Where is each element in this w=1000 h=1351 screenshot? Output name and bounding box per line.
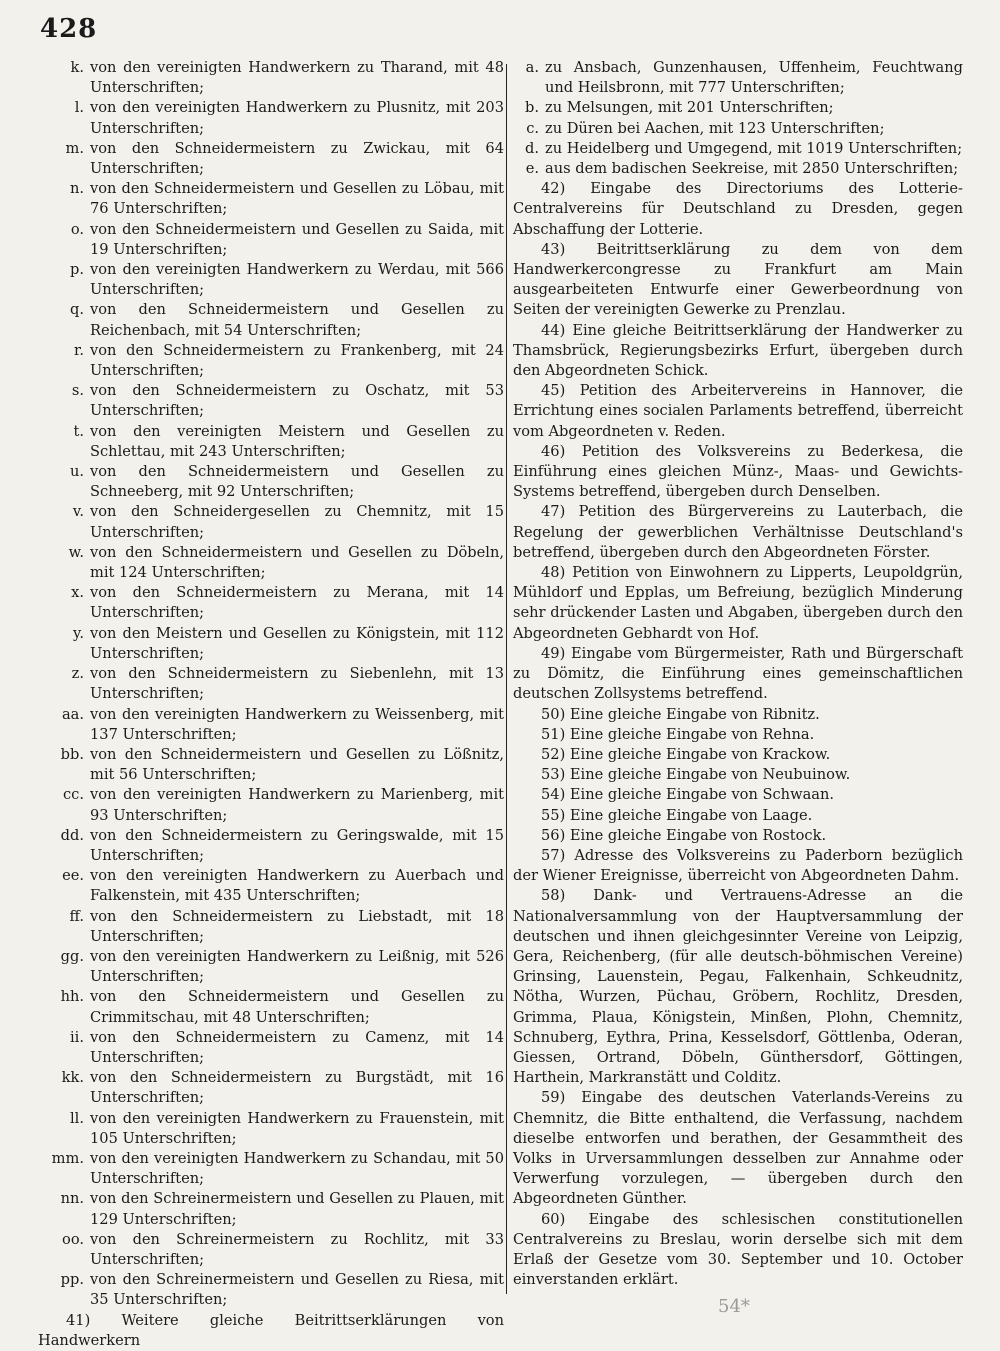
list-item-label: a.	[525, 59, 539, 76]
list-item	[38, 1230, 504, 1270]
numbered-paragraph: 49) Eingabe vom Bürgermeister, Rath und Bürgerschaft zu Dömitz, die Einführung eines gemeinschaftlichen deutschen Zollsystems betreffend.	[513, 644, 963, 703]
list-item-label: p.	[70, 261, 84, 279]
list-item-label: r.	[73, 341, 84, 359]
list-item-text: von den Schneidergesellen zu Chemnitz, mit 15 Unterschriften;	[90, 503, 504, 541]
list-item-text: von den Schreinermeistern zu Rochlitz, mit 33 Unterschriften;	[90, 1230, 504, 1268]
list-item-text: von den Schneidermeistern zu Liebstadt, mit 18 Unterschriften;	[90, 907, 504, 945]
list-item	[38, 98, 504, 138]
list-item-label: nn.	[60, 1190, 84, 1208]
list-item-text: von den Schneidermeistern zu Frankenberg, mit 24 Unterschriften;	[90, 341, 504, 380]
list-item	[38, 462, 504, 502]
list-item-label: pp.	[60, 1271, 84, 1289]
list-item-text: zu Melsungen, mit 201 Unterschriften;	[545, 99, 834, 117]
numbered-paragraph: 53) Eine gleiche Eingabe von Neubuinow.	[541, 766, 851, 784]
list-item-text: von den Meistern und Gesellen zu Königstein, mit 112 Unterschriften;	[90, 624, 504, 662]
list-item	[38, 139, 504, 179]
list-item-text: von den vereinigten Handwerkern zu Leißnig, mit 526 Unterschriften;	[90, 947, 504, 986]
numbered-paragraph: 43) Beitrittserklärung zu dem von dem Handwerkercongresse zu Frankfurt am Main ausgearbeiteten Entwurfe einer Gewerbeordnung von Seiten der vereinigten Gewerke zu Prenzlau.	[513, 240, 963, 319]
footer-signature-mark: 54*	[718, 1296, 750, 1317]
list-item-label: l.	[74, 99, 84, 117]
list-item	[38, 381, 504, 421]
list-item-text: von den Schneidermeistern und Gesellen zu Crimmitschau, mit 48 Unterschriften;	[90, 988, 504, 1026]
list-item-text: von den Schneidermeistern zu Camenz, mit 14 Unterschriften;	[90, 1028, 504, 1066]
list-item-label: v.	[72, 503, 84, 521]
list-item-label: y.	[73, 624, 84, 642]
list-item-label: n.	[69, 180, 84, 198]
list-item	[38, 1068, 504, 1108]
list-item-text: von den Schneidermeistern und Gesellen zu Lößnitz, mit 56 Unterschriften;	[90, 745, 504, 784]
list-item-label: cc.	[63, 786, 84, 804]
list-item	[513, 98, 963, 118]
list-item-text: von den vereinigten Handwerkern zu Schandau, mit 50 Unterschriften;	[90, 1149, 504, 1188]
list-item-label: q.	[70, 301, 84, 319]
list-item-label: oo.	[62, 1230, 84, 1248]
list-item	[38, 1149, 504, 1189]
list-item-label: ll.	[70, 1109, 84, 1127]
numbered-paragraph: 54) Eine gleiche Eingabe von Schwaan.	[541, 786, 835, 804]
list-item	[38, 785, 504, 825]
list-item	[38, 502, 504, 542]
list-item	[38, 1270, 504, 1310]
list-item	[38, 583, 504, 623]
list-item	[38, 58, 504, 98]
numbered-paragraph: 48) Petition von Einwohnern zu Lipperts, Leupoldgrün, Mühldorf und Epplas, um Befreiung, bezüglich Minderung sehr drückender Lasten und Abgaben, übergeben durch den Abgeordneten Gebhardt von Hof.	[513, 564, 963, 642]
numbered-paragraph: 51) Eine gleiche Eingabe von Rehna.	[541, 725, 815, 743]
list-item-text: von den vereinigten Handwerkern zu Plusnitz, mit 203 Unterschriften;	[90, 99, 504, 137]
list-item-text: zu Heidelberg und Umgegend, mit 1019 Unterschriften;	[545, 139, 963, 157]
list-item	[38, 300, 504, 340]
list-item	[38, 866, 504, 906]
list-item-text: von den vereinigten Meistern und Gesellen zu Schlettau, mit 243 Unterschriften;	[90, 422, 504, 460]
list-item	[38, 543, 504, 583]
list-item-label: o.	[70, 220, 84, 238]
list-item	[38, 705, 504, 745]
list-item	[38, 220, 504, 260]
list-item	[513, 119, 963, 139]
list-item-text: von den vereinigten Handwerkern zu Werdau, mit 566 Unterschriften;	[90, 261, 504, 299]
list-item-text: von den Schneidermeistern und Gesellen zu Löbau, mit 76 Unterschriften;	[90, 180, 504, 218]
list-item-label: w.	[68, 543, 84, 561]
list-item-label: ee.	[62, 867, 84, 885]
list-item	[38, 1028, 504, 1068]
numbered-paragraph: 44) Eine gleiche Beitrittserklärung der Handwerker zu Thamsbrück, Regierungsbezirks Erfurt, übergeben durch den Abgeordneten Schick.	[513, 321, 963, 380]
list-item-label: b.	[525, 99, 539, 117]
list-item-label: aa.	[61, 705, 84, 723]
numbered-paragraph: 56) Eine gleiche Eingabe von Rostock.	[541, 826, 827, 844]
list-item-text: von den Schneidermeistern und Gesellen zu Schneeberg, mit 92 Unterschriften;	[90, 463, 504, 501]
list-item-text: von den vereinigten Handwerkern zu Marienberg, mit 93 Unterschriften;	[90, 786, 504, 824]
right-column	[513, 58, 963, 1290]
list-item-text: von den Schneidermeistern und Gesellen zu Reichenbach, mit 54 Unterschriften;	[90, 301, 504, 339]
list-item-label: kk.	[61, 1069, 84, 1087]
list-item-label: z.	[71, 665, 84, 683]
list-item-text: von den vereinigten Handwerkern zu Frauenstein, mit 105 Unterschriften;	[90, 1109, 504, 1147]
list-item-text: von den Schneidermeistern zu Merana, mit 14 Unterschriften;	[90, 584, 504, 622]
list-item-label: c.	[526, 119, 539, 137]
left-column	[38, 58, 504, 1351]
list-item-label: gg.	[60, 947, 84, 965]
list-item-label: s.	[71, 382, 84, 400]
list-item-label: ii.	[70, 1028, 84, 1046]
list-item-label: x.	[71, 584, 84, 602]
list-item	[38, 1189, 504, 1229]
list-item-label: k.	[70, 59, 84, 76]
list-item-text: von den Schneidermeistern zu Geringswalde, mit 15 Unterschriften;	[90, 826, 504, 864]
list-item-label: bb.	[60, 745, 84, 763]
numbered-paragraph: 46) Petition des Volksvereins zu Bederkesa, die Einführung eines gleichen Münz-, Maas- und Gewichts-Systems betreffend, übergeben durch Denselben.	[513, 442, 963, 501]
list-item-text: von den Schneidermeistern und Gesellen zu Saida, mit 19 Unterschriften;	[90, 220, 504, 258]
list-item	[38, 179, 504, 219]
list-item	[38, 422, 504, 462]
list-item-label: u.	[69, 463, 84, 481]
numbered-paragraph: 55) Eine gleiche Eingabe von Laage.	[541, 806, 813, 824]
list-item	[38, 947, 504, 987]
page-number: 428	[40, 14, 98, 44]
list-item-label: m.	[65, 139, 84, 157]
list-item-text: aus dem badischen Seekreise, mit 2850 Unterschriften;	[545, 160, 959, 178]
list-item-label: t.	[73, 422, 84, 440]
numbered-paragraph: 45) Petition des Arbeitervereins in Hannover, die Errichtung eines socialen Parlaments betreffend, überreicht vom Abgeordneten v. Reden.	[513, 382, 963, 440]
list-item-text: von den vereinigten Handwerkern zu Auerbach und Falkenstein, mit 435 Unterschriften;	[90, 867, 504, 905]
list-item-label: mm.	[51, 1149, 84, 1167]
list-item-label: e.	[525, 160, 539, 178]
list-item-text: von den vereinigten Handwerkern zu Weissenberg, mit 137 Unterschriften;	[90, 705, 504, 743]
numbered-paragraph: 50) Eine gleiche Eingabe von Ribnitz.	[541, 705, 820, 723]
list-item-text: von den Schneidermeistern und Gesellen zu Döbeln, mit 124 Unterschriften;	[90, 543, 504, 582]
numbered-paragraph: 47) Petition des Bürgervereins zu Lauterbach, die Regelung der gewerblichen Verhältnisse Deutschland's betreffend, übergeben durch den Abgeordneten Förster.	[513, 503, 963, 561]
list-item	[38, 745, 504, 785]
paragraph-41: 41) Weitere gleiche Beitrittserklärungen von Handwerkern	[38, 1311, 504, 1349]
list-item-text: von den Schneidermeistern zu Oschatz, mit 53 Unterschriften;	[90, 382, 504, 420]
list-item	[513, 159, 963, 179]
list-item-text: von den Schneidermeistern zu Zwickau, mit 64 Unterschriften;	[90, 139, 504, 178]
list-item	[513, 139, 963, 159]
list-item-text: von den Schreinermeistern und Gesellen zu Plauen, mit 129 Unterschriften;	[90, 1190, 504, 1228]
list-item-text: von den Schreinermeistern und Gesellen zu Riesa, mit 35 Unterschriften;	[90, 1271, 504, 1309]
list-item-text: zu Düren bei Aachen, mit 123 Unterschriften;	[545, 119, 885, 137]
list-item	[38, 341, 504, 381]
column-divider	[506, 64, 507, 1294]
list-item	[38, 664, 504, 704]
list-item	[38, 624, 504, 664]
list-item	[38, 260, 504, 300]
list-item-text: von den vereinigten Handwerkern zu Tharand, mit 48 Unterschriften;	[90, 59, 504, 97]
list-item-text: von den Schneidermeistern zu Siebenlehn, mit 13 Unterschriften;	[90, 665, 504, 703]
numbered-paragraph: 52) Eine gleiche Eingabe von Krackow.	[541, 745, 831, 763]
numbered-paragraph: 57) Adresse des Volksvereins zu Paderborn bezüglich der Wiener Ereignisse, überreicht von Abgeordneten Dahm.	[513, 846, 963, 885]
numbered-paragraph: 60) Eingabe des schlesischen constitutionellen Centralvereins zu Breslau, worin derselbe sich mit dem Erlaß der Gesetze vom 30. September und 10. October einverstanden erklärt.	[513, 1210, 963, 1289]
list-item-text: von den Schneidermeistern zu Burgstädt, mit 16 Unterschriften;	[90, 1069, 504, 1107]
list-item-text: zu Ansbach, Gunzenhausen, Uffenheim, Feuchtwang und Heilsbronn, mit 777 Unterschriften;	[545, 59, 963, 97]
numbered-paragraph: 58) Dank- und Vertrauens-Adresse an die Nationalversammlung von der Hauptversammlung der deutschen und ihnen gleichgesinnter Vereine von Leipzig, Gera, Reichenberg, (für alle deutsch-böhmischen Vereine) Grinsing, Lauenstein, Pegau, Falkenhain, Schkeudnitz, Nötha, Wurzen, Püchau, Gröbern, Rochlitz, Dresden, Grimma, Plaua, Königstein, Minßen, Plohn, Chemnitz, Schnuberg, Eythra, Prina, Kesselsdorf, Göttlenba, Oderan, Giessen, Ortrand, Döbeln, Günthersdorf, Göttingen, Harthein, Markranstätt und Colditz.	[513, 887, 963, 1087]
list-item-label: hh.	[60, 988, 84, 1006]
list-item-label: dd.	[60, 826, 84, 844]
list-item	[513, 58, 963, 98]
list-item-label: d.	[525, 139, 539, 157]
list-item	[38, 1109, 504, 1149]
list-item	[38, 987, 504, 1027]
list-item	[38, 907, 504, 947]
list-item	[38, 826, 504, 866]
numbered-paragraph: 42) Eingabe des Directoriums des Lotterie-Centralvereins für Deutschland zu Dresden, gegen Abschaffung der Lotterie.	[513, 180, 963, 238]
numbered-paragraph: 59) Eingabe des deutschen Vaterlands-Vereins zu Chemnitz, die Bitte enthaltend, die Verfassung, nachdem dieselbe entworfen und berathen, der Gesammtheit des Volks in Urversammlungen desselben zur Annahme oder Verwerfung vorzulegen, — übergeben durch den Abgeordneten Günther.	[513, 1089, 963, 1208]
list-item-label: ff.	[69, 907, 84, 925]
